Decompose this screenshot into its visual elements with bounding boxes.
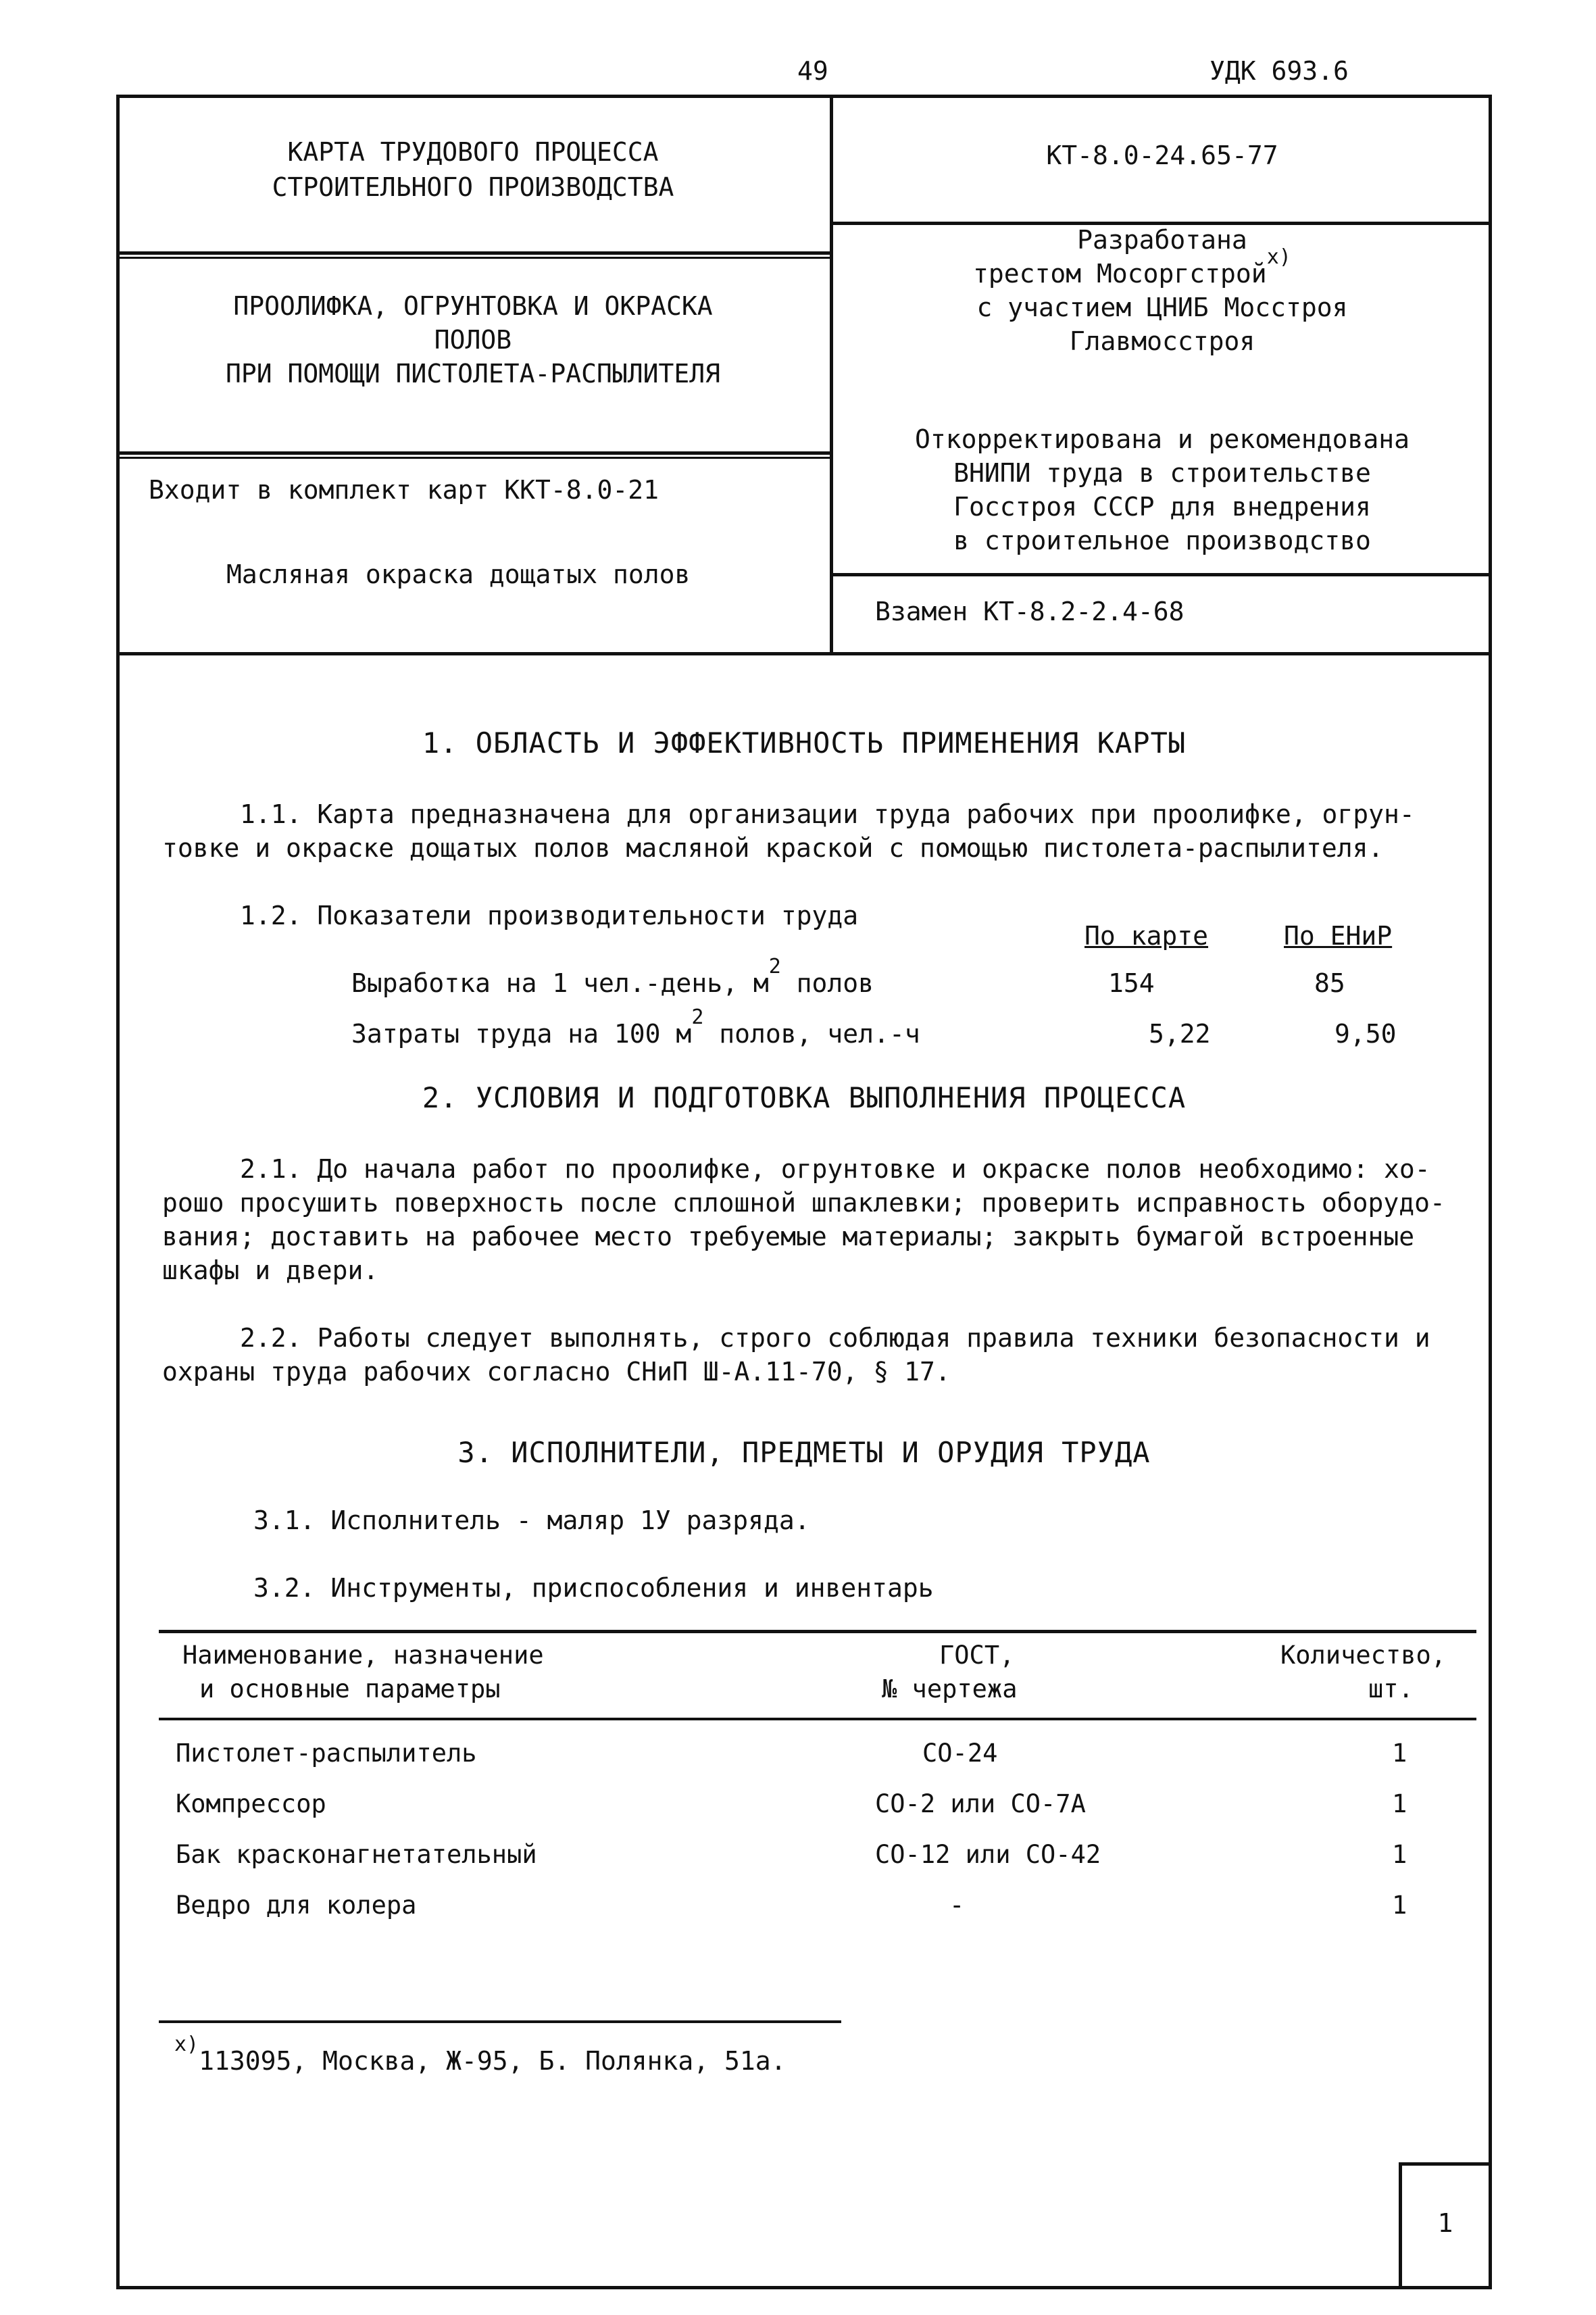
table-row-gost: - [949, 1891, 965, 1920]
indicator-row2-card: 5,22 [1149, 1019, 1211, 1049]
para-3-1: 3.1. Исполнитель - маляр 1У разряда. [253, 1505, 810, 1535]
para-3-2: 3.2. Инструменты, приспособления и инвентарь [253, 1573, 934, 1603]
developed-line4: Главмосстроя [1069, 326, 1255, 356]
indicator-row1-enir: 85 [1314, 968, 1345, 998]
para-1-1-line2: товке и окраске дощатых полов масляной краской с помощью пистолета-распылителя. [162, 833, 1384, 863]
indicator-row1-card: 154 [1108, 968, 1155, 998]
table-row-name: Ведро для колера [176, 1891, 417, 1920]
developed-line2: трестом Мосоргстрой$^{x)}$ [973, 245, 1291, 289]
col-header-card: По карте [1084, 921, 1209, 951]
header-left-line-2b [116, 457, 832, 459]
header-bottom-line [116, 652, 1492, 655]
table-row-gost: СО-12 или СО-42 [875, 1840, 1101, 1869]
header-left-line-1b [116, 257, 832, 259]
table-row-gost: СО-2 или СО-7А [875, 1789, 1086, 1818]
table-row-gost: СО-24 [922, 1739, 998, 1768]
footnote-mark: x) [174, 2033, 199, 2056]
corrected-line3: Госстроя СССР для внедрения [953, 492, 1371, 522]
section2-heading: 2. УСЛОВИЯ И ПОДГОТОВКА ВЫПОЛНЕНИЯ ПРОЦЕССА [422, 1081, 1187, 1114]
col-header-enir: По ЕНиР [1284, 921, 1393, 951]
table-row-qty: 1 [1392, 1739, 1407, 1768]
replaces-text: Взамен КТ-8.2-2.4-68 [875, 597, 1184, 626]
process-title-line3: ПРИ ПОМОЩИ ПИСТОЛЕТА-РАСПЫЛИТЕЛЯ [225, 359, 721, 389]
table-head-qty-line2: шт. [1368, 1674, 1414, 1703]
indicator-row2-enir: 9,50 [1335, 1019, 1397, 1049]
footnote-text: 113095, Москва, Ж-95, Б. Полянка, 51а. [199, 2046, 787, 2076]
header-left-line-2 [116, 451, 832, 455]
developed-line1: Разработана [1077, 225, 1247, 255]
page-number: 49 [797, 56, 828, 86]
table-head-gost-line1: ГОСТ, [939, 1641, 1015, 1670]
footnote-ref: x) [1266, 245, 1291, 269]
para-1-1-line1: 1.1. Карта предназначена для организации труда рабочих при проолифке, огрун- [240, 799, 1415, 829]
section1-heading: 1. ОБЛАСТЬ И ЭФФЕКТИВНОСТЬ ПРИМЕНЕНИЯ КАРТЫ [422, 726, 1187, 760]
corrected-line2: ВНИПИ труда в строительстве [953, 458, 1371, 488]
card-title-line2: СТРОИТЕЛЬНОГО ПРОИЗВОДСТВА [272, 172, 674, 202]
para-2-1-line1: 2.1. До начала работ по проолифке, огрунтовке и окраске полов необходимо: хо- [240, 1154, 1430, 1184]
para-2-1-line2: рошо просушить поверхность после сплошной шпаклевки; проверить исправность оборудо- [162, 1188, 1445, 1218]
corrected-line1: Откорректирована и рекомендована [914, 424, 1410, 454]
table-row-qty: 1 [1392, 1789, 1407, 1818]
table-row-qty: 1 [1392, 1891, 1407, 1920]
card-set-text: Входит в комплект карт ККТ-8.0-21 [149, 475, 659, 505]
table-row-name: Бак красконагнетательный [176, 1840, 537, 1869]
corrected-line4: в строительное производство [953, 526, 1371, 555]
card-title-line1: КАРТА ТРУДОВОГО ПРОЦЕССА [287, 137, 659, 167]
table-row-qty: 1 [1392, 1840, 1407, 1869]
udk-code: УДК 693.6 [1210, 56, 1349, 86]
table-row-name: Компрессор [176, 1789, 326, 1818]
para-2-1-line4: шкафы и двери. [162, 1255, 379, 1285]
developed-line3: с участием ЦНИБ Мосстроя [976, 293, 1348, 322]
table-row-name: Пистолет-распылитель [176, 1739, 477, 1768]
table-head-name-line2: и основные параметры [199, 1674, 501, 1703]
header-left-line-1 [116, 251, 832, 255]
para-1-2: 1.2. Показатели производительности труда [240, 901, 859, 930]
section3-heading: 3. ИСПОЛНИТЕЛИ, ПРЕДМЕТЫ И ОРУДИЯ ТРУДА [457, 1436, 1151, 1469]
table-head-gost-line2: № чертежа [882, 1674, 1018, 1703]
sheet-number: 1 [1437, 2208, 1453, 2238]
process-title-line1: ПРООЛИФКА, ОГРУНТОВКА И ОКРАСКА [233, 291, 713, 321]
table-head-qty-line1: Количество, [1280, 1641, 1447, 1670]
table-top-rule [159, 1630, 1476, 1633]
header-divider-vertical [830, 95, 833, 655]
indicator-row2-label: Затраты труда на 100 $м^2$ полов, чел.-ч [351, 1005, 920, 1049]
para-2-1-line3: вания; доставить на рабочее место требуемые материалы; закрыть бумагой встроенные [162, 1222, 1415, 1251]
table-head-name-line1: Наименование, назначение [182, 1641, 544, 1670]
para-2-2-line2: охраны труда рабочих согласно СНиП Ш-А.11-70, § 17. [162, 1357, 951, 1387]
para-2-2-line1: 2.2. Работы следует выполнять, строго соблюдая правила техники безопасности и [240, 1323, 1430, 1353]
footnote [174, 2033, 787, 2081]
indicator-row1-label: Выработка на 1 чел.-день, $м^2$ полов [351, 955, 874, 998]
card-set-subtitle: Масляная окраска дощатых полов [226, 559, 691, 589]
header-right-line-2 [830, 573, 1492, 576]
footnote-rule [159, 2020, 841, 2023]
process-title-line2: ПОЛОВ [434, 325, 512, 355]
table-header-rule [159, 1718, 1476, 1720]
card-code: КТ-8.0-24.65-77 [1046, 141, 1278, 170]
